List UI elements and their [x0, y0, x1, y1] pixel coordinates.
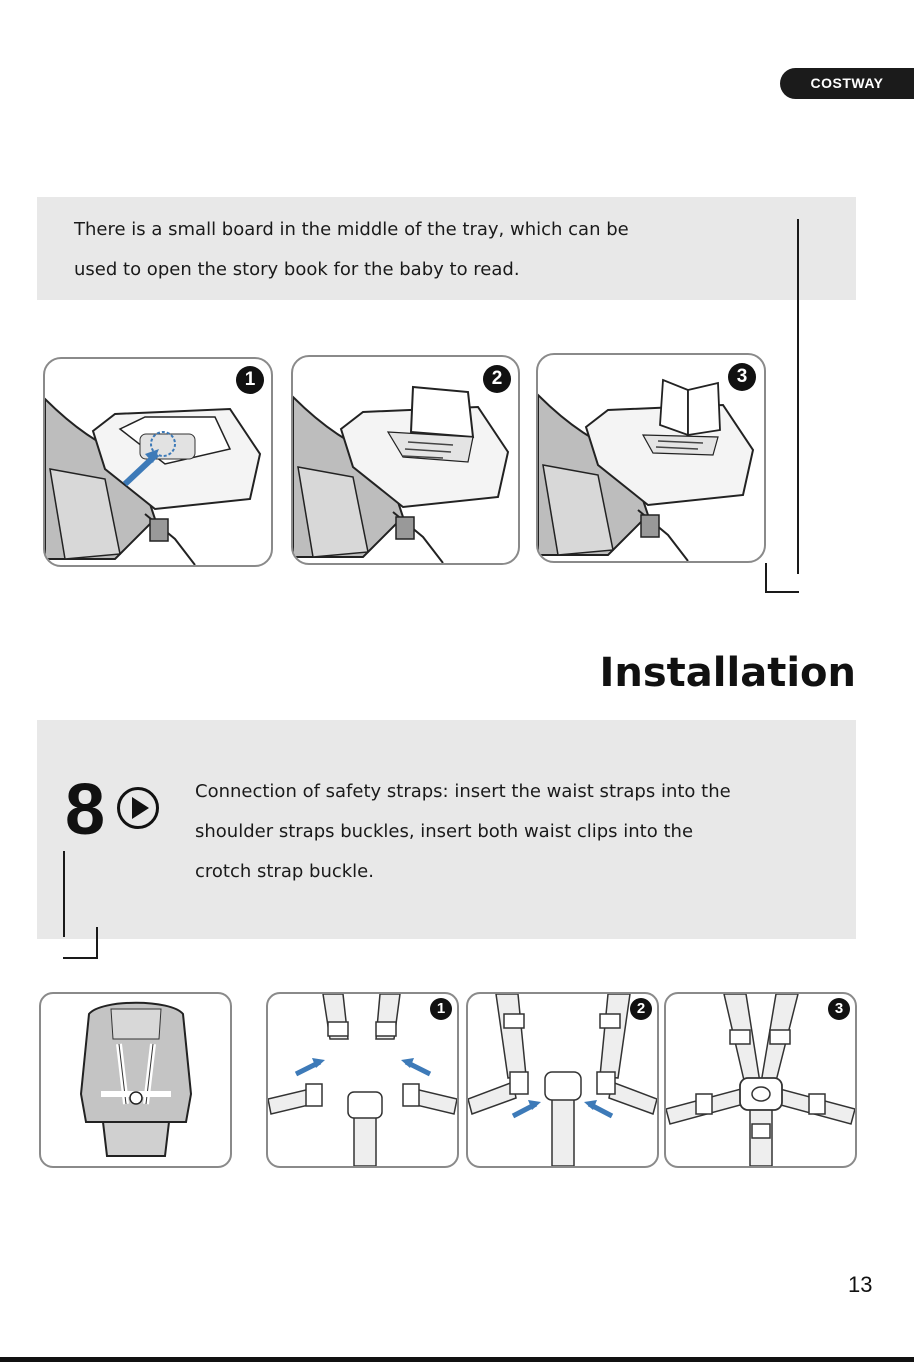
- step-badge-2: 2: [483, 365, 511, 393]
- note-line-2: used to open the story book for the baby to read.: [74, 259, 520, 280]
- left-bracket-corner-h: [63, 957, 98, 959]
- left-bracket-corner-v: [96, 927, 98, 959]
- step-line-1: Connection of safety straps: insert the waist straps into the: [195, 781, 731, 802]
- step-badge-3: 3: [728, 363, 756, 391]
- tray-step-2-panel: [291, 355, 520, 565]
- step-number: 8: [65, 770, 104, 850]
- strap-step-1-panel: [266, 992, 459, 1168]
- seat-overview-panel: [39, 992, 232, 1168]
- tray-step-3-panel: [536, 353, 766, 563]
- strap-step-3-panel: [664, 992, 857, 1168]
- strap-connected-illustration: [666, 994, 855, 1166]
- tray-book-open-illustration: [538, 355, 764, 561]
- tray-press-board-illustration: [45, 359, 271, 565]
- brand-logo: COSTWAY: [780, 68, 914, 99]
- seat-overview-illustration: [41, 994, 230, 1166]
- tray-note-box: [37, 197, 856, 300]
- tray-board-raised-illustration: [293, 357, 518, 563]
- note-line-1: There is a small board in the middle of the tray, which can be: [74, 219, 629, 240]
- tray-step-1-panel: [43, 357, 273, 567]
- strap-badge-1: 1: [430, 998, 452, 1020]
- strap-step-2-panel: [466, 992, 659, 1168]
- step-line-3: crotch strap buckle.: [195, 861, 374, 882]
- right-bracket-corner-v: [765, 563, 767, 593]
- left-bracket-vertical: [63, 851, 65, 937]
- page-number: 13: [848, 1272, 873, 1297]
- play-circle-icon: [116, 786, 160, 830]
- step-line-2: shoulder straps buckles, insert both waist clips into the: [195, 821, 694, 842]
- step-badge-1: 1: [236, 366, 264, 394]
- section-title: Installation: [599, 650, 856, 696]
- strap-badge-3: 3: [828, 998, 850, 1020]
- bottom-rule: [0, 1357, 914, 1362]
- right-bracket-vertical: [797, 219, 799, 574]
- strap-badge-2: 2: [630, 998, 652, 1020]
- strap-insert-illustration: [268, 994, 457, 1166]
- strap-clip-illustration: [468, 994, 657, 1166]
- right-bracket-corner-h: [765, 591, 799, 593]
